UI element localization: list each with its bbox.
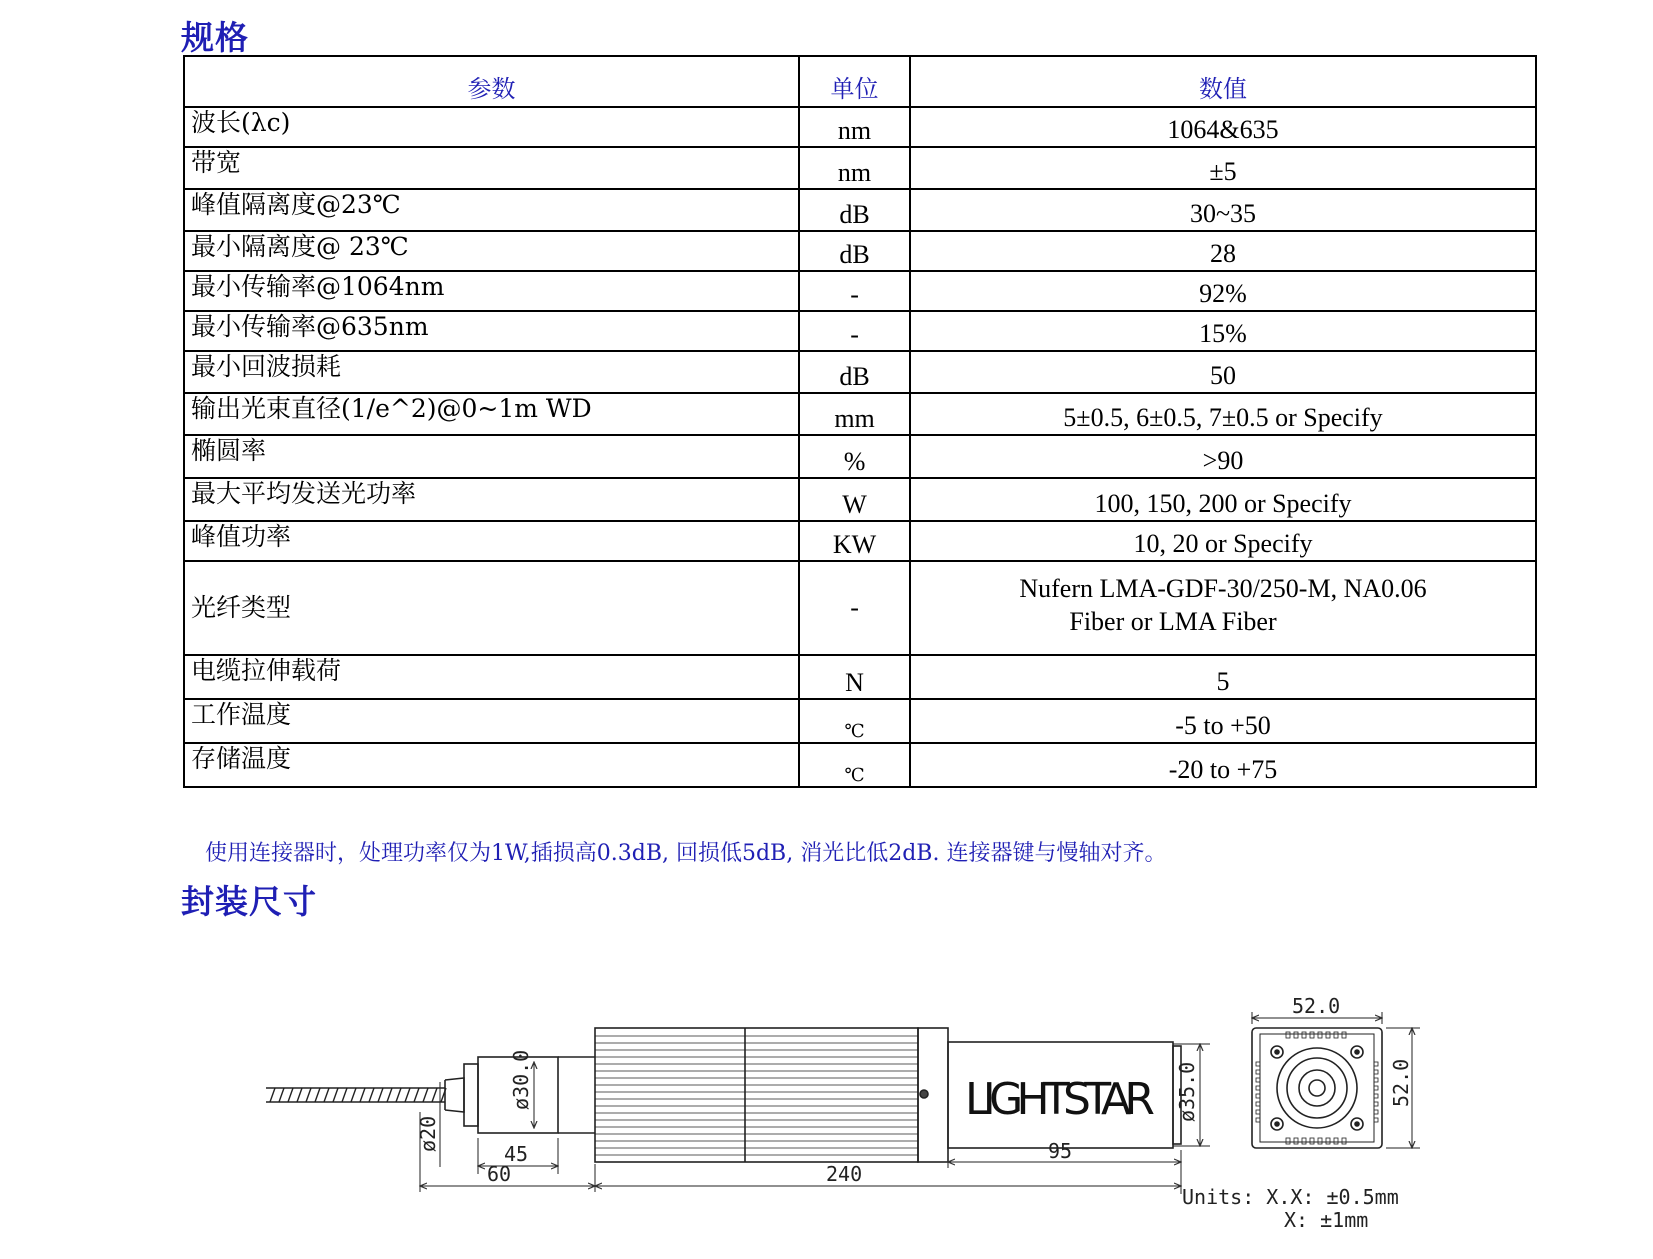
unit-cell: W [799,478,910,521]
table-row [184,743,1536,787]
table-row [184,655,1536,699]
table-row [184,521,1536,561]
dim-h52: 52.0 [1389,1058,1413,1107]
table-row [184,478,1536,521]
param-cell: 椭圆率 [184,435,799,478]
connector-note: 使用连接器时，处理功率仅为1W,插损高0.3dB, 回损低5dB, 消光比低2dB. 连接器键与慢轴对齐。 [205,841,1167,866]
param-cell: 电缆拉伸载荷 [184,655,799,699]
value-cell: 28 [910,231,1536,271]
dim-45: 45 [504,1142,529,1166]
table-row [184,393,1536,435]
table-row [184,107,1536,147]
value-cell: ±5 [910,147,1536,189]
param-cell: 光纤类型 [184,561,799,655]
dim-d20: ø20 [416,1115,440,1152]
unit-cell: dB [799,231,910,271]
value-cell: 50 [910,351,1536,393]
unit-cell: KW [799,521,910,561]
table-row [184,231,1536,271]
brand-label: LIGHTSTAR [965,1074,1155,1125]
value-cell: 10, 20 or Specify [910,521,1536,561]
package-heading: 封装尺寸 [181,882,317,921]
unit-cell: - [799,271,910,311]
unit-cell: dB [799,351,910,393]
unit-cell: nm [799,147,910,189]
param-cell: 存储温度 [184,743,799,787]
param-cell: 峰值功率 [184,521,799,561]
dim-240: 240 [826,1162,863,1186]
dim-d35: ø35.0 [1175,1061,1199,1122]
param-cell: 最小回波损耗 [184,351,799,393]
unit-cell: mm [799,393,910,435]
heatsink-body [595,1028,918,1162]
param-cell: 输出光束直径(1/e^2)@0~1m WD [184,393,799,435]
param-cell: 最小传输率@635nm [184,311,799,351]
value-cell: -5 to +50 [910,699,1536,743]
value-line-1: Nufern LMA-GDF-30/250-M, NA0.06 [1019,574,1427,603]
param-cell: 峰值隔离度@23℃ [184,189,799,231]
spec-table [183,55,1537,788]
param-cell: 波长(λc) [184,107,799,147]
package-dimension-drawing [240,952,1530,1252]
table-header-row [184,56,1536,107]
value-cell [910,561,1536,655]
unit-cell: ℃ [799,743,910,787]
table-row [184,271,1536,311]
value-cell: 15% [910,311,1536,351]
header-value: 数值 [910,56,1536,107]
unit-cell: % [799,435,910,478]
table-row [184,699,1536,743]
param-cell: 带宽 [184,147,799,189]
unit-cell: N [799,655,910,699]
table-row [184,311,1536,351]
table-row [184,351,1536,393]
param-cell: 最小隔离度@ 23℃ [184,231,799,271]
header-param: 参数 [184,56,799,107]
value-cell: 100, 150, 200 or Specify [910,478,1536,521]
param-cell: 最大平均发送光功率 [184,478,799,521]
unit-cell: nm [799,107,910,147]
table-row [184,561,1536,655]
table-row [184,189,1536,231]
value-cell: -20 to +75 [910,743,1536,787]
boot-ring [445,1078,464,1112]
value-cell: 5±0.5, 6±0.5, 7±0.5 or Specify [910,393,1536,435]
unit-cell: - [799,311,910,351]
dim-60: 60 [487,1162,512,1186]
units-line-1: Units: X.X: ±0.5mm [1182,1185,1399,1209]
header-unit: 单位 [799,56,910,107]
dim-d30: ø30.0 [509,1049,533,1110]
dim-95: 95 [1048,1139,1073,1163]
table-row [184,435,1536,478]
unit-cell: - [799,561,910,655]
value-cell: >90 [910,435,1536,478]
value-cell: 30~35 [910,189,1536,231]
unit-cell: dB [799,189,910,231]
value-line-2: Fiber or LMA Fiber [1069,607,1277,636]
param-cell: 工作温度 [184,699,799,743]
spec-heading: 规格 [181,18,249,57]
dim-w52: 52.0 [1292,994,1341,1018]
value-cell: 1064&635 [910,107,1536,147]
unit-cell: ℃ [799,699,910,743]
param-cell: 最小传输率@1064nm [184,271,799,311]
fiber-cable [266,1088,446,1102]
value-cell: 5 [910,655,1536,699]
units-line-2: X: ±1mm [1284,1208,1369,1232]
collar [464,1064,478,1126]
table-row [184,147,1536,189]
value-cell: 92% [910,271,1536,311]
